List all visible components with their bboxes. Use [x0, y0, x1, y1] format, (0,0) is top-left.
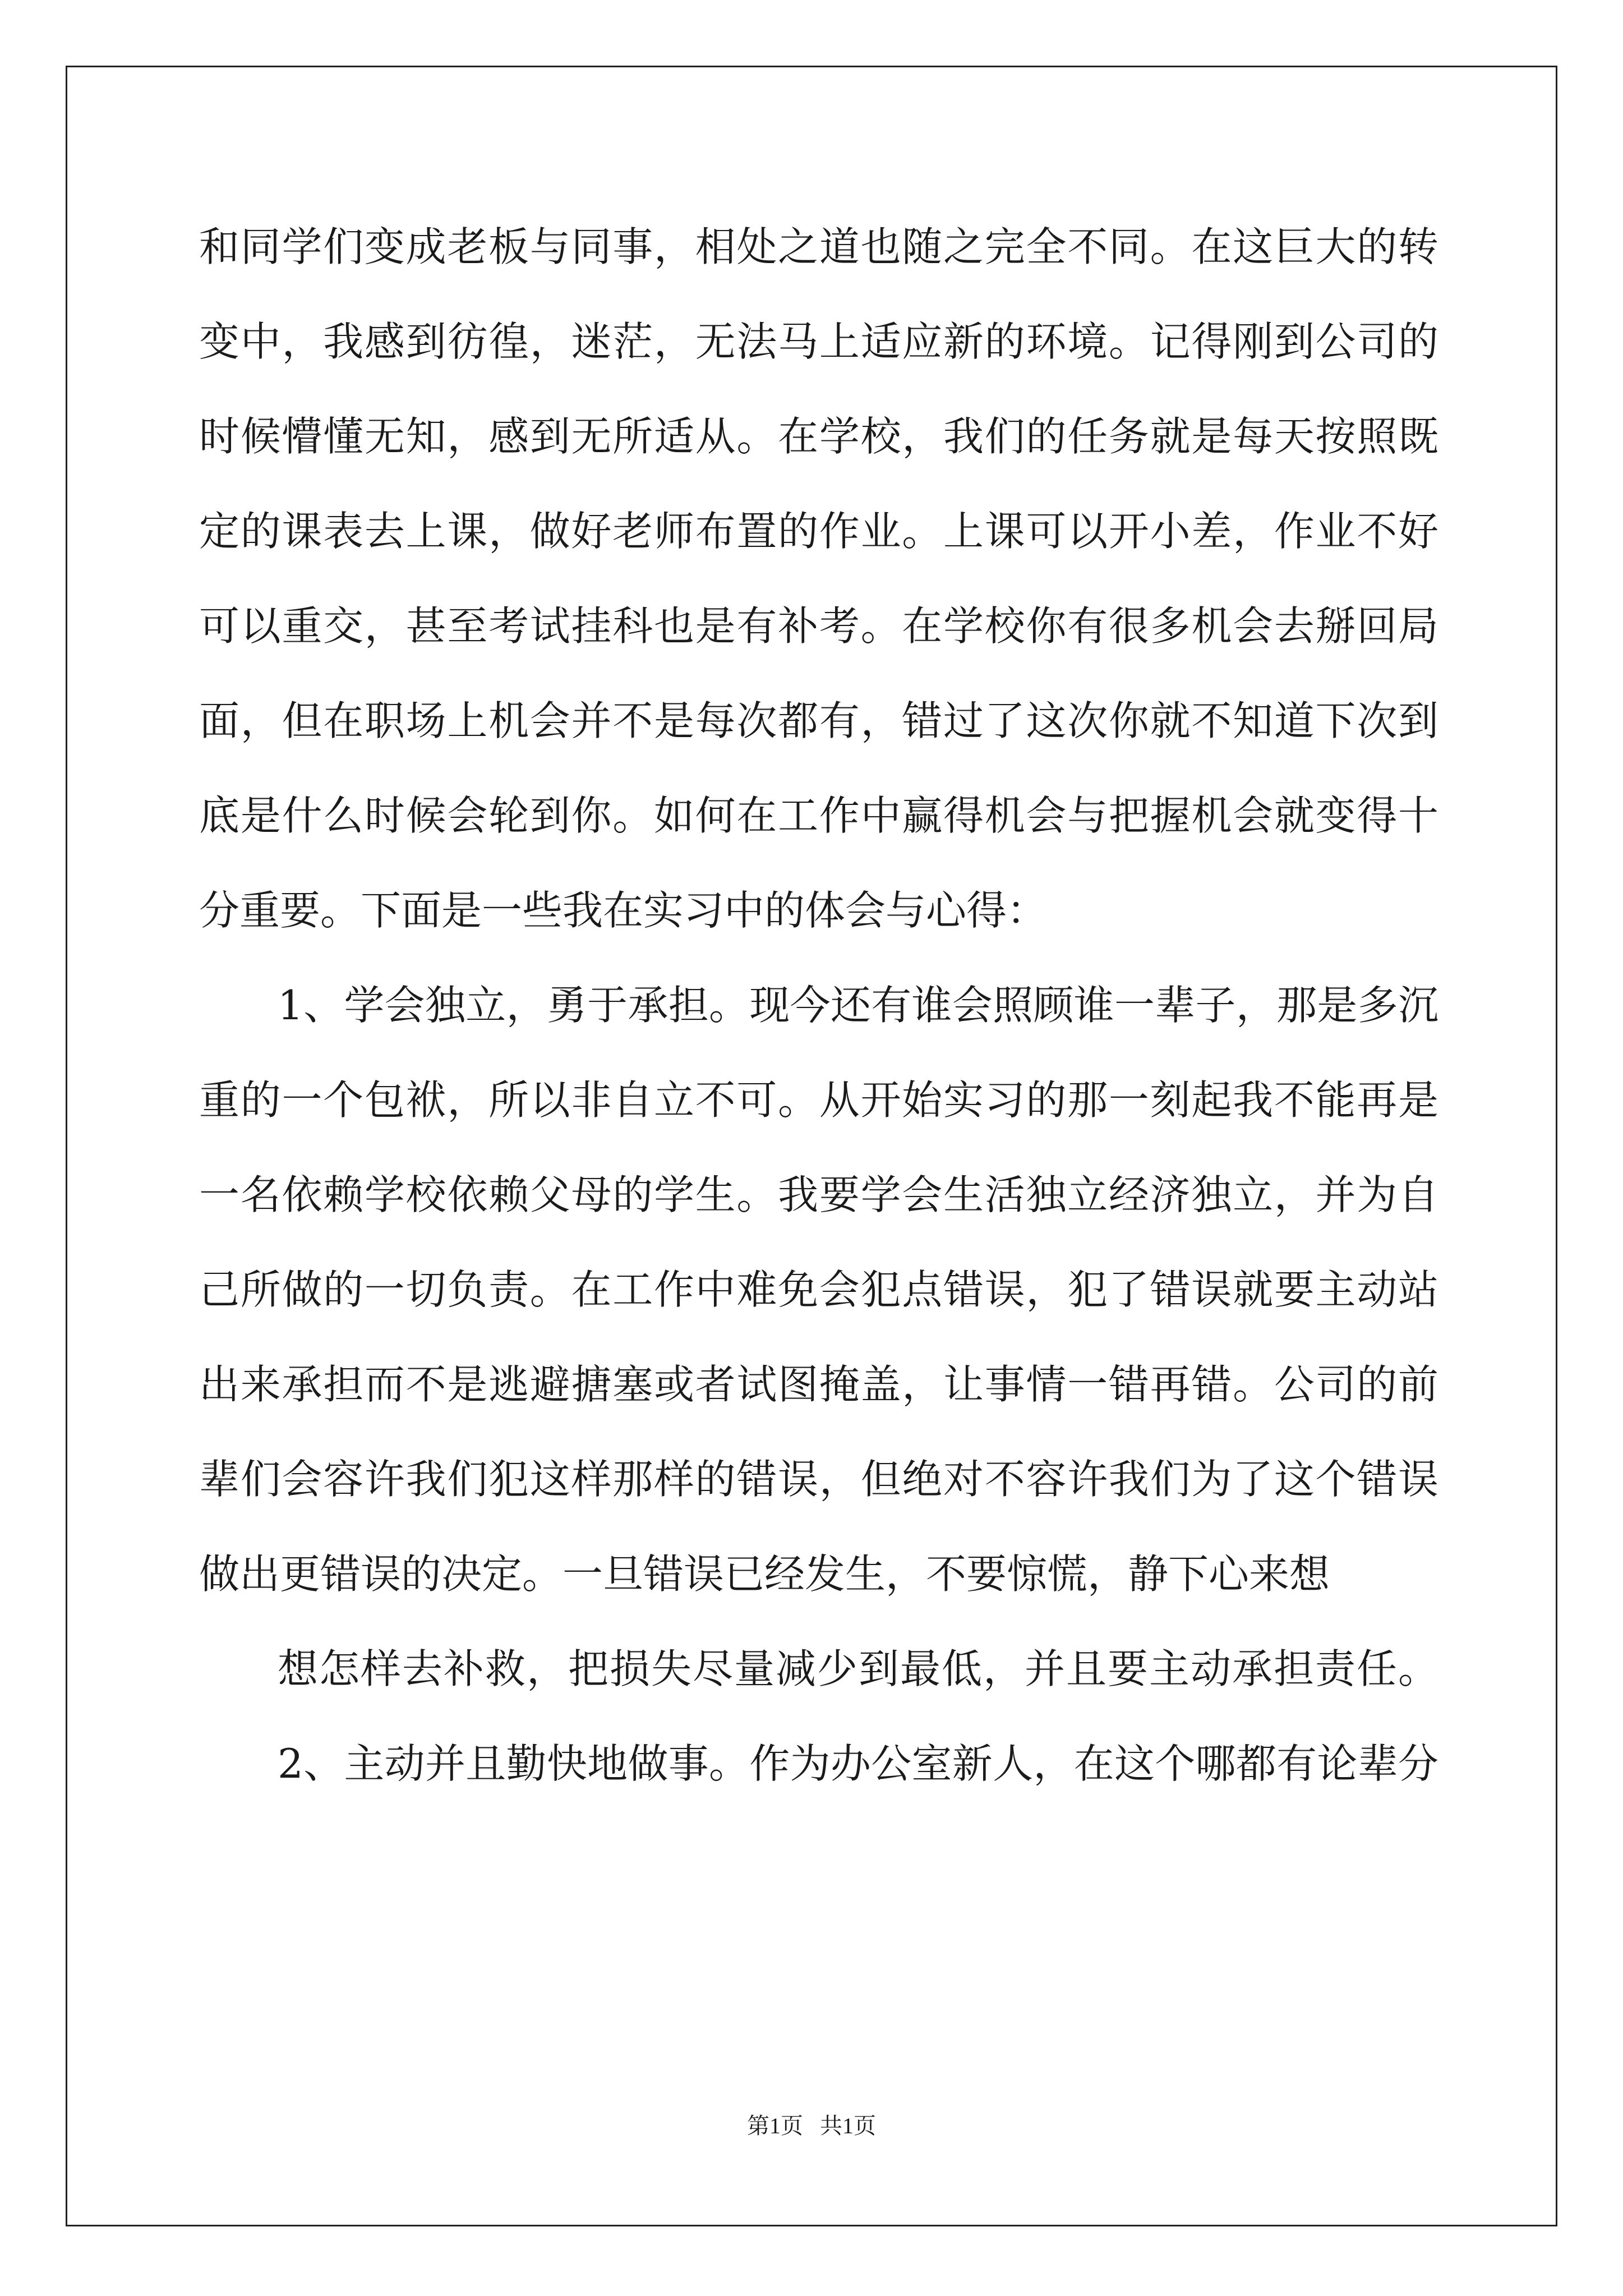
text-line: 时候懵懂无知，感到无所适从。在学校，我们的任务就是每天按照既 — [199, 413, 1438, 460]
text-line: 可以重交，甚至考试挂科也是有补考。在学校你有很多机会去掰回局 — [199, 602, 1438, 650]
text-line: 面，但在职场上机会并不是每次都有，错过了这次你就不知道下次到 — [199, 697, 1438, 744]
text-line: 2、主动并且勤快地做事。作为办公室新人，在这个哪都有论辈分 — [278, 1740, 1438, 1787]
text-line: 1、学会独立，勇于承担。现今还有谁会照顾谁一辈子，那是多沉 — [278, 982, 1438, 1029]
text-line: 分重要。下面是一些我在实习中的体会与心得： — [199, 887, 1048, 934]
text-line: 辈们会容许我们犯这样那样的错误，但绝对不容许我们为了这个错误 — [199, 1456, 1438, 1503]
page-footer: 第1页 共1页 — [747, 2113, 876, 2138]
text-line: 变中，我感到彷徨，迷茫，无法马上适应新的环境。记得刚到公司的 — [199, 318, 1438, 365]
text-line: 一名依赖学校依赖父母的学生。我要学会生活独立经济独立，并为自 — [199, 1171, 1438, 1218]
text-line: 重的一个包袱，所以非自立不可。从开始实习的那一刻起我不能再是 — [199, 1076, 1438, 1124]
text-line: 己所做的一切负责。在工作中难免会犯点错误，犯了错误就要主动站 — [199, 1266, 1438, 1313]
page-border — [66, 66, 1557, 2226]
text-line: 想怎样去补救，把损失尽量减少到最低，并且要主动承担责任。 — [278, 1645, 1438, 1692]
text-line: 定的课表去上课，做好老师布置的作业。上课可以开小差，作业不好 — [199, 508, 1438, 555]
text-line: 底是什么时候会轮到你。如何在工作中赢得机会与把握机会就变得十 — [199, 792, 1438, 839]
text-line: 出来承担而不是逃避搪塞或者试图掩盖，让事情一错再错。公司的前 — [199, 1361, 1438, 1408]
text-line: 和同学们变成老板与同事，相处之道也随之完全不同。在这巨大的转 — [199, 223, 1438, 270]
text-line: 做出更错误的决定。一旦错误已经发生，不要惊慌，静下心来想 — [199, 1550, 1330, 1598]
